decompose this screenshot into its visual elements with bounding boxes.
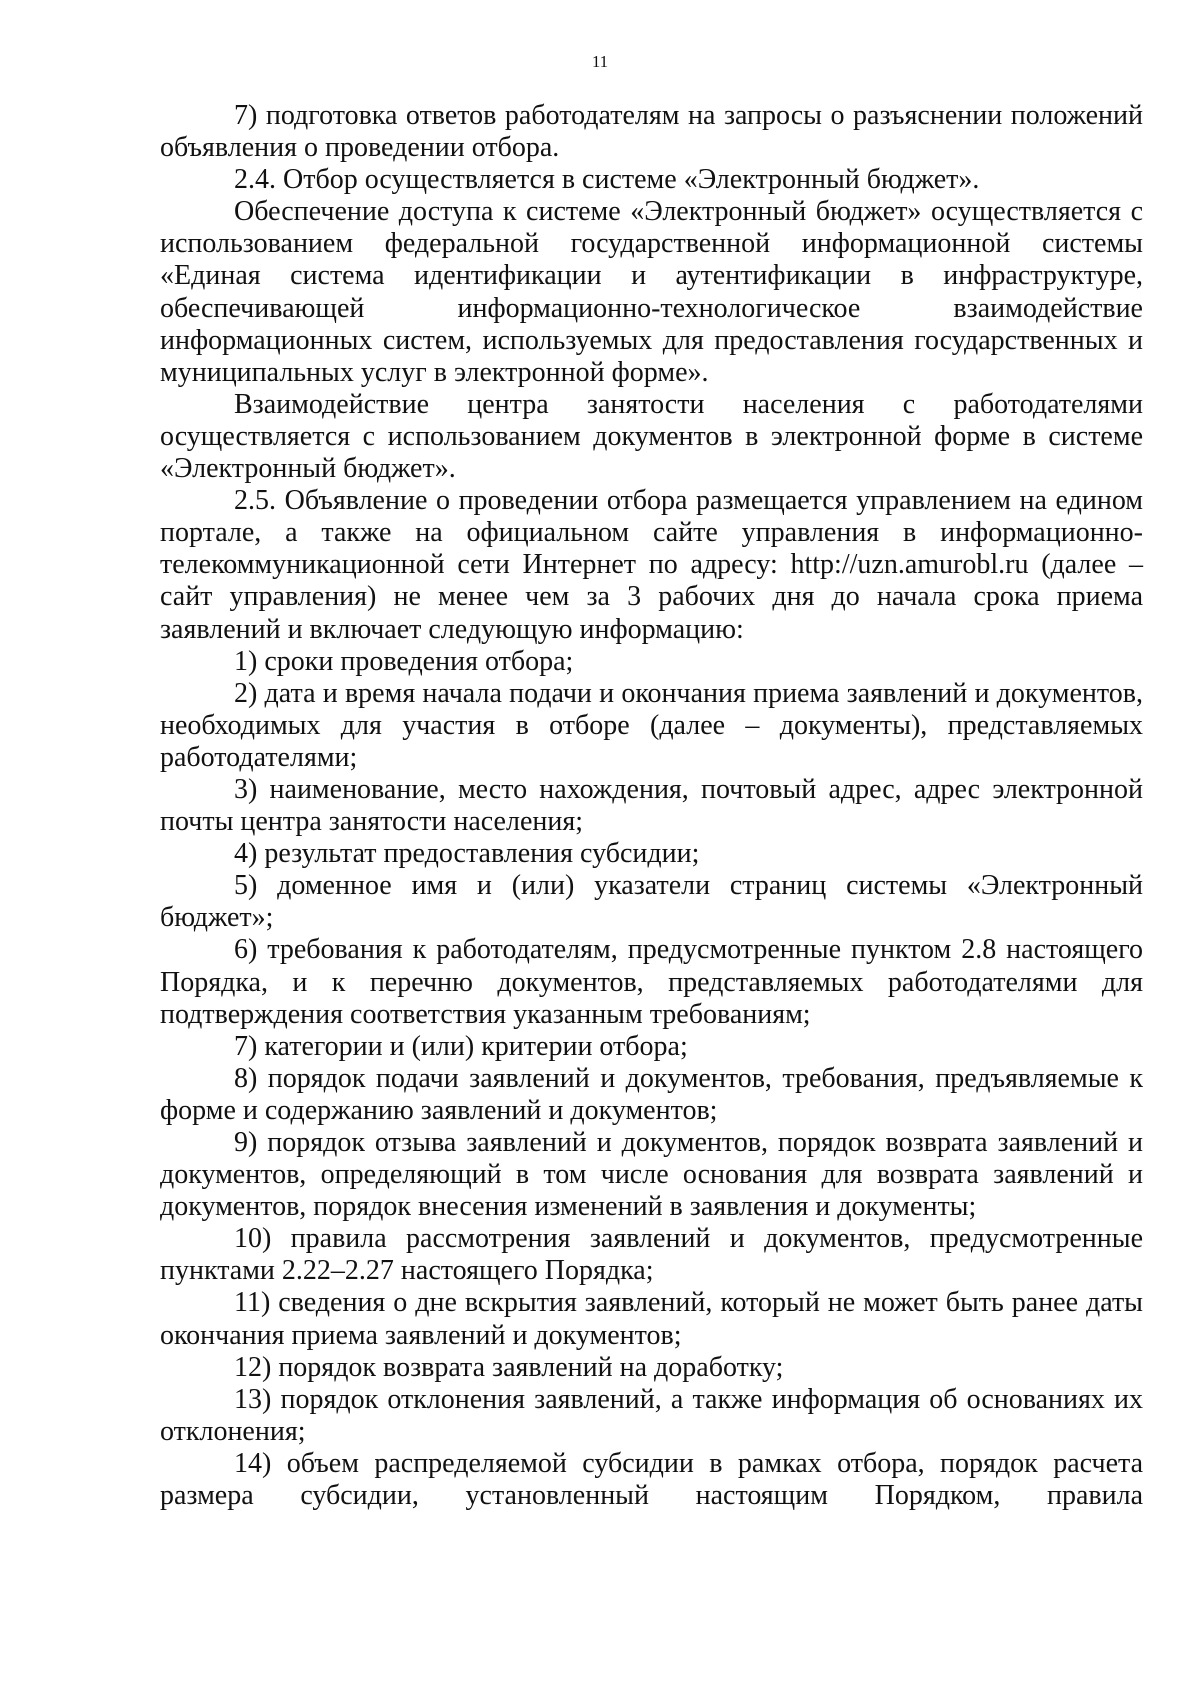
list-item-9: 9) порядок отзыва заявлений и документов, порядок возврата заявлений и документов, определяющий в том числе основания для возврата заявлений и документов, порядок внесения изменений в заявления и документы; xyxy=(160,1127,1143,1223)
document-body xyxy=(160,100,1143,1512)
list-item-3: 3) наименование, место нахождения, почтовый адрес, адрес электронной почты центра занятости населения; xyxy=(160,773,1143,838)
paragraph-2-5: 2.5. Объявление о проведении отбора размещается управлением на едином портале, а также на официальном сайте управления в информационно-телекоммуникационной сети Интернет по адресу: http://uzn.amurobl.ru (далее – сайт управления) не менее чем за 3 рабочих дня до начала срока приема заявлений и включает следующую информацию: xyxy=(160,485,1143,645)
paragraph-access-provision: Обеспечение доступа к системе «Электронный бюджет» осуществляется с использованием федеральной государственной информационной системы «Единая система идентификации и аутентификации в инфраструктуре, обеспечивающей информационно-технологическое взаимодействие информационных систем, используемых для предоставления государственных и муниципальных услуг в электронной форме». xyxy=(160,196,1143,388)
list-item-7: 7) категории и (или) критерии отбора; xyxy=(234,1030,688,1062)
list-item-12: 12) порядок возврата заявлений на доработку; xyxy=(234,1351,784,1383)
list-item-5: 5) доменное имя и (или) указатели страниц системы «Электронный бюджет»; xyxy=(160,870,1143,934)
list-item-2: 2) дата и время начала подачи и окончания приема заявлений и документов, необходимых для участия в отборе (далее – документы), представляемых работодателями; xyxy=(160,677,1143,773)
list-item-11: 11) сведения о дне вскрытия заявлений, который не может быть ранее даты окончания приема заявлений и документов; xyxy=(160,1287,1143,1351)
list-item-8: 8) порядок подачи заявлений и документов, требования, предъявляемые к форме и содержанию заявлений и документов; xyxy=(160,1062,1143,1126)
page-number: 11 xyxy=(591,52,609,71)
list-item-4: 4) результат предоставления субсидии; xyxy=(234,838,700,870)
list-item-13: 13) порядок отклонения заявлений, а также информация об основаниях их отклонения; xyxy=(160,1383,1143,1447)
paragraph-2-4: 2.4. Отбор осуществляется в системе «Электронный бюджет». xyxy=(234,164,980,196)
paragraph-item-7-responses: 7) подготовка ответов работодателям на запросы о разъяснении положений объявления о проведении отбора. xyxy=(160,100,1143,164)
paragraph-interaction: Взаимодействие центра занятости населения с работодателями осуществляется с использованием документов в электронной форме в системе «Электронный бюджет». xyxy=(160,388,1143,485)
list-item-14: 14) объем распределяемой субсидии в рамках отбора, порядок расчета размера субсидии, установленный настоящим Порядком, правила xyxy=(160,1447,1143,1512)
list-item-6: 6) требования к работодателям, предусмотренные пунктом 2.8 настоящего Порядка, и к перечню документов, представляемых работодателями для подтверждения соответствия указанным требованиям; xyxy=(160,934,1143,1030)
list-item-10: 10) правила рассмотрения заявлений и документов, предусмотренные пунктами 2.22–2.27 настоящего Порядка; xyxy=(160,1223,1143,1287)
list-item-1: 1) сроки проведения отбора; xyxy=(234,645,574,677)
